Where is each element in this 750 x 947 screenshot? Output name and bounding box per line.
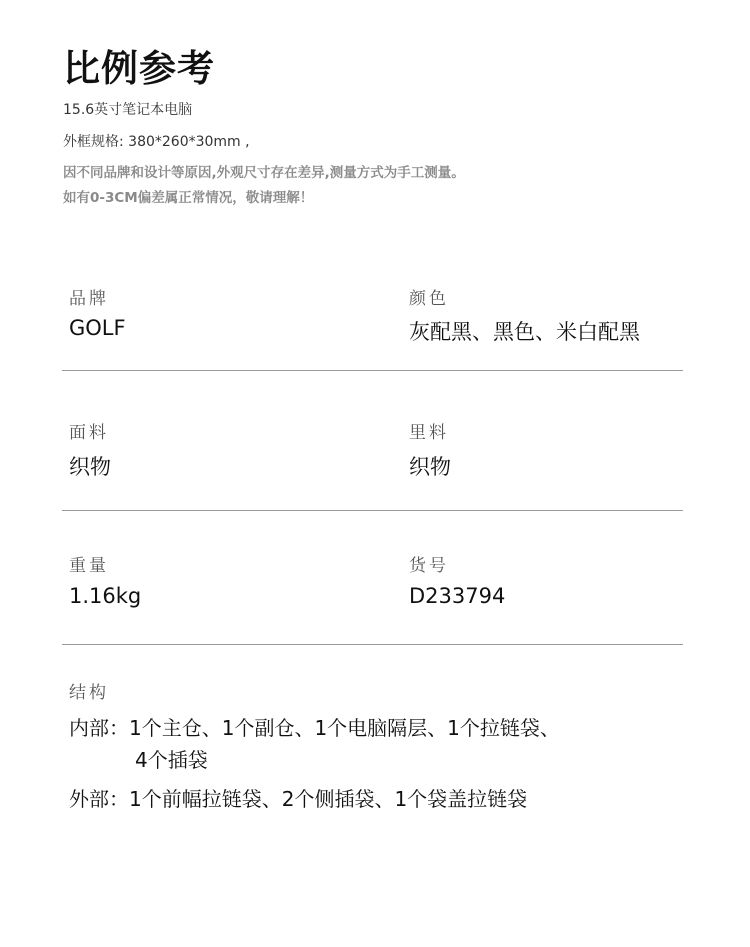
divider xyxy=(62,510,683,511)
brand-label: 品牌 xyxy=(69,289,109,309)
weight-label: 重量 xyxy=(69,556,109,576)
sku-value: D233794 xyxy=(409,584,506,608)
outer-material-label: 面料 xyxy=(69,423,109,443)
measurement-note: 因不同品牌和设计等原因,外观尺寸存在差异,测量方式为手工测量。 xyxy=(63,165,465,181)
page-title: 比例参考 xyxy=(63,47,215,90)
structure-inner-line: 内部：1个主仓、1个副仓、1个电脑隔层、1个拉链袋、 xyxy=(69,716,560,740)
structure-outer-line: 外部：1个前幅拉链袋、2个侧插袋、1个袋盖拉链袋 xyxy=(69,787,528,811)
divider xyxy=(62,644,683,645)
brand-value: GOLF xyxy=(69,316,126,340)
lining-value: 织物 xyxy=(409,455,451,479)
tolerance-note: 如有0-3CM偏差属正常情况，敬请理解！ xyxy=(63,190,314,206)
color-label: 颜色 xyxy=(409,289,449,309)
outer-material-value: 织物 xyxy=(69,455,111,479)
structure-inner-continuation: 4个插袋 xyxy=(135,748,208,772)
color-value: 灰配黑、黑色、米白配黑 xyxy=(409,320,640,344)
weight-value: 1.16kg xyxy=(69,584,142,608)
sku-label: 货号 xyxy=(409,556,449,576)
dimensions-text: 外框规格: 380*260*30mm , xyxy=(63,134,250,150)
laptop-size-text: 15.6英寸笔记本电脑 xyxy=(63,102,193,118)
lining-label: 里料 xyxy=(409,423,449,443)
structure-label: 结构 xyxy=(69,683,109,703)
divider xyxy=(62,370,683,371)
